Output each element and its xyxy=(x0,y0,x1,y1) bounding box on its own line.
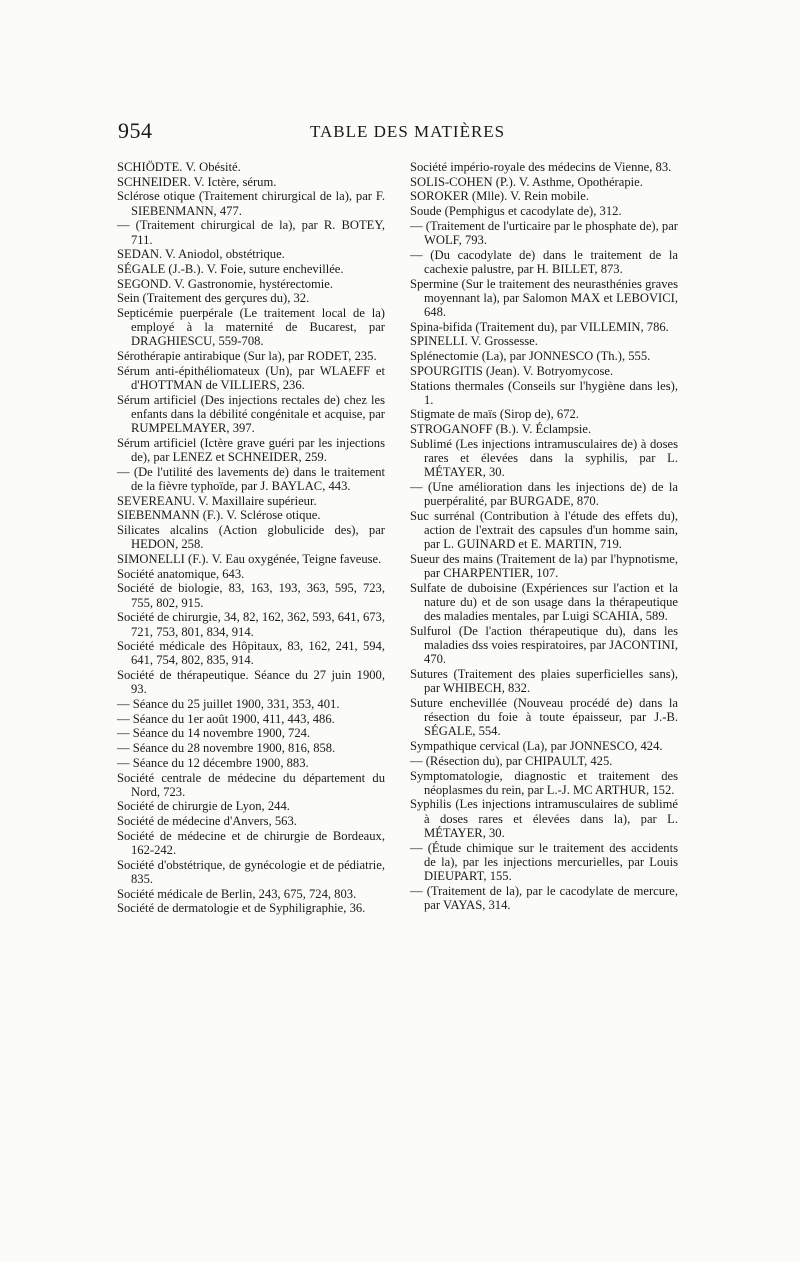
index-entry: Syphilis (Les injections intramusculaires de sublimé à doses rares et élevées dans la), par L. MÉTAYER, 30. xyxy=(410,797,678,840)
index-entry: — (Une amélioration dans les injections de) de la puerpéralité, par BURGADE, 870. xyxy=(410,479,678,509)
index-entry: SPINELLI. V. Grossesse. xyxy=(410,334,538,349)
index-entry: Société de chirurgie, 34, 82, 162, 362, 593, 641, 673, 721, 753, 801, 834, 914. xyxy=(117,610,385,639)
index-entry: Suc surrénal (Contribution à l'étude des effets du), action de l'extrait des capsules d'un homme sain, par L. GUINARD et E. MARTIN, 719. xyxy=(410,508,678,552)
index-entry: — (Étude chimique sur le traitement des accidents de la), par les injections mercurielles, par Louis DIEUPART, 155. xyxy=(410,840,678,883)
index-entry: Sulfurol (De l'action thérapeutique du), dans les maladies dss voies respiratoires, par JACONTINI, 470. xyxy=(410,624,678,667)
index-entry: SIMONELLI (F.). V. Eau oxygénée, Teigne faveuse. xyxy=(117,551,382,566)
index-entry: Silicates alcalins (Action globulicide des), par HEDON, 258. xyxy=(117,523,385,552)
index-entry: — Séance du 28 novembre 1900, 816, 858. xyxy=(117,741,336,756)
index-entry: Société de dermatologie et de Syphiligraphie, 36. xyxy=(117,901,366,916)
index-entry: — (De l'utilité des lavements de) dans le traitement de la fièvre typhoïde, par J. BAYLAC, 443. xyxy=(117,464,385,493)
index-entry: — Séance du 25 juillet 1900, 331, 353, 401. xyxy=(117,697,340,712)
index-entry: Société de thérapeutique. Séance du 27 juin 1900, 93. xyxy=(117,668,385,697)
index-entry: SEDAN. V. Aniodol, obstétrique. xyxy=(117,247,285,262)
index-entry: — Séance du 1er août 1900, 411, 443, 486. xyxy=(117,711,335,726)
index-entry: SIEBENMANN (F.). V. Sclérose otique. xyxy=(117,508,321,523)
index-entry: Société centrale de médecine du département du Nord, 723. xyxy=(117,770,385,799)
index-entry: SEVEREANU. V. Maxillaire supérieur. xyxy=(117,493,317,508)
index-entry: Stations thermales (Conseils sur l'hygiène dans les), 1. xyxy=(410,378,678,407)
index-entry: — Séance du 14 novembre 1900, 724. xyxy=(117,726,311,741)
index-entry: Société médicale de Berlin, 243, 675, 724, 803. xyxy=(117,886,357,901)
index-entry: Spina-bifida (Traitement du), par VILLEMIN, 786. xyxy=(410,319,669,334)
index-entry: — Séance du 12 décembre 1900, 883. xyxy=(117,755,309,770)
index-entry: — (Du cacodylate de) dans le traitement de la cachexie palustre, par H. BILLET, 873. xyxy=(410,247,678,276)
index-entry: Société de chirurgie de Lyon, 244. xyxy=(117,799,290,814)
index-entry: Sérum artificiel (Des injections rectales de) chez les enfants dans la débilité congénitale et acquise, par RUMPELMAYER, 397. xyxy=(117,392,385,436)
index-entry: Sérothérapie antirabique (Sur la), par RODET, 235. xyxy=(117,349,377,364)
index-entry: Suture enchevillée (Nouveau procédé de) dans la résection du foie à toute épaisseur, par J.-B. SÉGALE, 554. xyxy=(410,696,678,739)
running-head: TABLE DES MATIÈRES xyxy=(310,122,506,141)
index-entry: SOROKER (Mlle). V. Rein mobile. xyxy=(410,189,589,204)
index-entry: Sérum artificiel (Ictère grave guéri par les injections de), par LENEZ et SCHNEIDER, 259. xyxy=(117,435,385,465)
index-entry: Sutures (Traitement des plaies superficielles sans), par WHIBECH, 832. xyxy=(410,667,678,696)
index-entry: Société de médecine et de chirurgie de Bordeaux, 162-242. xyxy=(117,828,385,858)
index-entry: SCHNEIDER. V. Ictère, sérum. xyxy=(117,174,277,189)
index-entry: SCHIÖDTE. V. Obésité. xyxy=(117,160,241,174)
index-entry: Société médicale des Hôpitaux, 83, 162, 241, 594, 641, 754, 802, 835, 914. xyxy=(117,639,385,668)
index-entry: Soude (Pemphigus et cacodylate de), 312. xyxy=(410,204,622,219)
index-entry: — (Traitement de l'urticaire par le phosphate de), par WOLF, 793. xyxy=(410,218,678,248)
index-entry: — (Traitement chirurgical de la), par R. BOTEY, 711. xyxy=(117,218,385,247)
index-entry: Sclérose otique (Traitement chirurgical de la), par F. SIEBENMANN, 477. xyxy=(117,189,385,218)
index-entry: Splénectomie (La), par JONNESCO (Th.), 555. xyxy=(410,349,651,364)
index-entry: — (Traitement de la), par le cacodylate de mercure, par VAYAS, 314. xyxy=(410,883,678,912)
index-entry: SEGOND. V. Gastronomie, hystérectomie. xyxy=(117,276,334,291)
index-entry: Sein (Traitement des gerçures du), 32. xyxy=(117,291,310,306)
index-entry: SPOURGITIS (Jean). V. Botryomycose. xyxy=(410,363,614,378)
index-entry: SÉGALE (J.-B.). V. Foie, suture enchevillée. xyxy=(117,261,344,276)
index-entry: Stigmate de maïs (Sirop de), 672. xyxy=(410,407,579,422)
index-entry: SOLIS-COHEN (P.). V. Asthme, Opothérapie. xyxy=(410,174,643,189)
index-entry: Société de biologie, 83, 163, 193, 363, 595, 723, 755, 802, 915. xyxy=(117,581,385,610)
index-entry: Sulfate de duboisine (Expériences sur l'action et la nature du) et de son usage dans la thérapeutique des maladies mentales, par Luigi SCAHIA, 589. xyxy=(410,580,678,624)
index-entry: Société d'obstétrique, de gynécologie et de pédiatrie, 835. xyxy=(117,857,385,886)
index-entry: Sueur des mains (Traitement de la) par l'hypnotisme, par CHARPENTIER, 107. xyxy=(410,551,678,581)
index-entry: Sérum anti-épithéliomateux (Un), par WLAEFF et d'HOTTMAN de VILLIERS, 236. xyxy=(117,363,385,393)
index-entry: Société de médecine d'Anvers, 563. xyxy=(117,814,297,829)
index-entry: Sympathique cervical (La), par JONNESCO, 424. xyxy=(410,739,663,754)
left-column xyxy=(117,160,385,916)
index-entry: Septicémie puerpérale (Le traitement local de la) employé à la maternité de Bucarest, par DRAGHIESCU, 559-708. xyxy=(117,306,385,349)
page-number: 954 xyxy=(118,118,153,143)
index-entry: Sublimé (Les injections intramusculaires de) à doses rares et élevées dans la syphilis, par L. MÉTAYER, 30. xyxy=(410,436,678,480)
index-entry: STROGANOFF (B.). V. Éclampsie. xyxy=(410,422,592,437)
right-column xyxy=(410,160,678,913)
index-entry: — (Résection du), par CHIPAULT, 425. xyxy=(410,753,613,768)
index-entry: Société anatomique, 643. xyxy=(117,566,245,581)
index-entry: Société império-royale des médecins de Vienne, 83. xyxy=(410,160,672,174)
index-entry: Symptomatologie, diagnostic et traitement des néoplasmes du rein, par L.-J. MC ARTHUR, 152. xyxy=(410,768,678,797)
index-entry: Spermine (Sur le traitement des neurasthénies graves moyennant la), par Salomon MAX et LEBOVICI, 648. xyxy=(410,276,678,320)
